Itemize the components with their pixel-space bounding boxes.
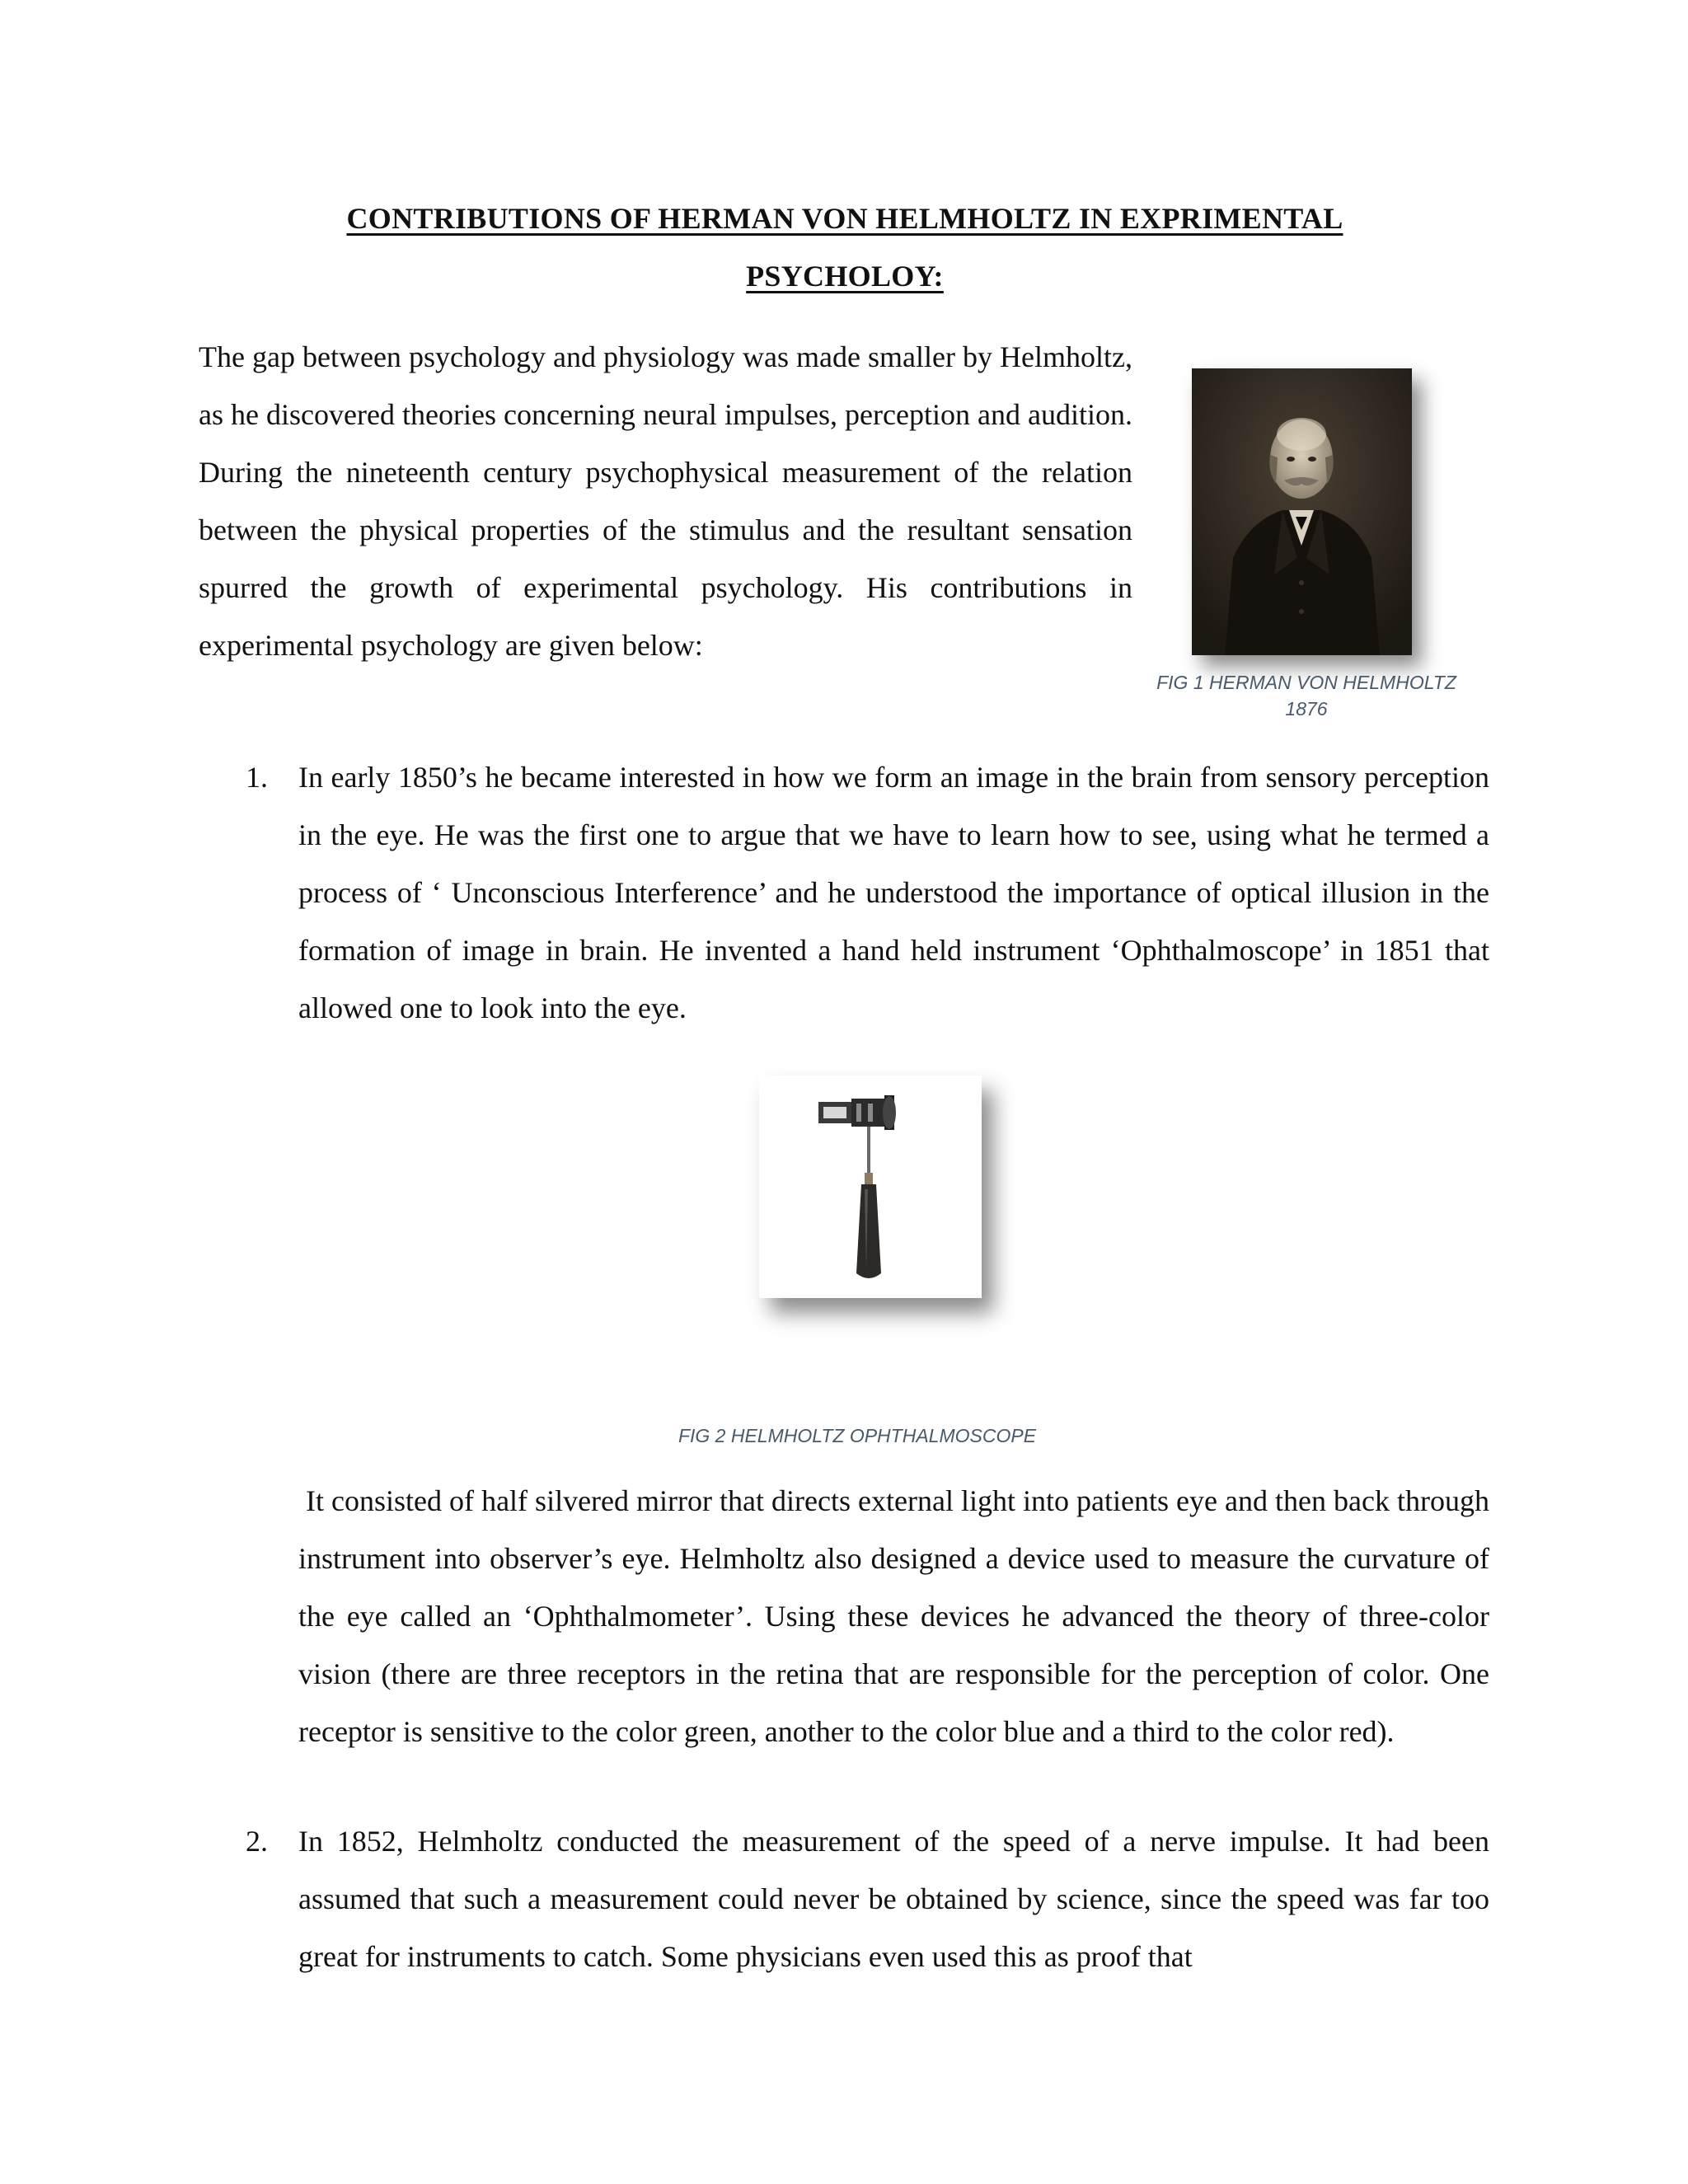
list-number-1: 1. — [246, 761, 268, 794]
list-item-1-text: In early 1850’s he became interested in how we form an image in the brain from sensory perception in the eye. He was the first one to argue that we have to learn how to see, using what he termed a process of ‘ Unconscious Interference’ and he understood the importance of optical illusion in the formation of image in brain. He invented a hand held instrument ‘Ophthalmoscope’ in 1851 that allowed one to look into the eye. — [298, 761, 1489, 1024]
ophthalmoscope-image — [759, 1076, 982, 1298]
figure-1-caption-line-1: FIG 1 HERMAN VON HELMHOLTZ — [1156, 672, 1456, 693]
figure-1-caption-line-2: 1876 — [1285, 698, 1328, 719]
figure-2-caption: FIG 2 HELMHOLTZ OPHTHALMOSCOPE — [678, 1425, 1037, 1446]
helmholtz-portrait-image — [1192, 368, 1412, 655]
page-title-line-2: PSYCHOLOY: — [746, 260, 944, 293]
list-number-2: 2. — [246, 1825, 268, 1858]
list-item-2-text: In 1852, Helmholtz conducted the measurement of the speed of a nerve impulse. It had been assumed that such a measurement could never be obtained by science, since the speed was far too great for instruments to catch. Some physicians even used this as proof that — [298, 1825, 1489, 1973]
figure-1-caption — [1129, 669, 1484, 722]
continuation-paragraph: It consisted of half silvered mirror that directs external light into patients eye and then back through instrument into observer’s eye. Helmholtz also designed a device used to measure the curvature of the eye called an ‘Ophthalmometer’. Using these devices he advanced the theory of three-color vision (there are three receptors in the retina that are responsible for the perception of color. One receptor is sensitive to the color green, another to the color blue and a third to the color red). — [298, 1484, 1497, 1748]
intro-paragraph: The gap between psychology and physiology was made smaller by Helmholtz, as he discovered theories concerning neural impulses, perception and audition. During the nineteenth century psychophysical measurement of the relation between the physical properties of the stimulus and the resultant sensation spurred the growth of experimental psychology. His contributions in experimental psychology are given below: — [199, 340, 1132, 662]
page-title-line-1: CONTRIBUTIONS OF HERMAN VON HELMHOLTZ IN EXPRIMENTAL — [346, 202, 1343, 235]
